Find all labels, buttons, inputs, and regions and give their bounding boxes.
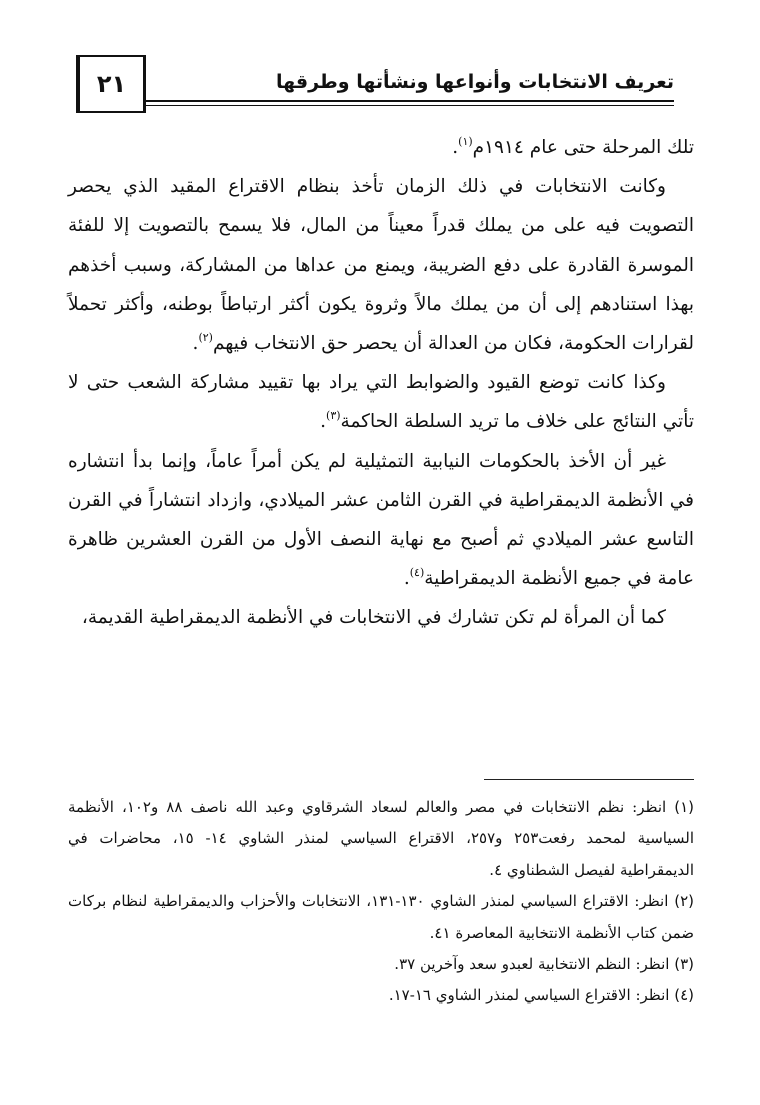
footnote-ref-1[interactable]: (١): [458, 135, 473, 148]
footnote-ref-3[interactable]: (٣): [326, 409, 341, 423]
footnote-4: (٤) انظر: الاقتراع السياسي لمنذر الشاوي ١٦-١٧.: [388, 986, 694, 1005]
paragraph-4: غير أن الأخذ بالحكومات النيابية التمثيلية لم يكن أمراً عاماً، وإنما بدأ انتشاره في الأنظمة الديمقراطية في القرن الثامن عشر الميلادي، وازداد انتشاراً في القرن التاسع عشر الميلادي ثم أصبح مع نهاية النصف الأول من القرن العشرين ظاهرة عامة في جميع الأنظمة الديمقراطية$^{(٤)}$.: [68, 450, 694, 590]
footnote-ref-4[interactable]: (٤): [409, 566, 425, 580]
footnotes: [68, 792, 694, 1012]
page-header: [76, 55, 674, 113]
header-rule-thick: [144, 100, 674, 102]
footnote-number: (٢): [674, 892, 694, 911]
paragraph-5: كما أن المرأة لم تكن تشارك في الانتخابات في الأنظمة الديمقراطية القديمة،: [81, 607, 666, 629]
footnote-3: (٣) انظر: النظم الانتخابية لعبدو سعد وآخرين ٣٧.: [394, 955, 694, 974]
footnote-separator: [484, 779, 694, 780]
footnote-number: (٤): [674, 986, 694, 1005]
footnote-number: (٣): [674, 955, 694, 974]
running-title: تعريف الانتخابات وأنواعها ونشأتها وطرقها: [275, 71, 674, 93]
footnote-2: (٢) انظر: الاقتراع السياسي لمنذر الشاوي ١٣٠-١٣١، الانتخابات والأحزاب والديمقراطية لنظام بركات ضمن كتاب الأنظمة الانتخابية المعاصرة ٤١.: [68, 892, 694, 942]
footnote-1: (١) انظر: نظم الانتخابات في مصر والعالم لسعاد الشرقاوي وعبد الله ناصف ٨٨ و١٠٢، الأنظمة السياسية لمحمد رفعت٢٥٣ و٢٥٧، الاقتراع السياسي لمنذر الشاوي ١٤- ١٥، محاضرات في الديمقراطية لفيصل الشطناوي ٤.: [68, 798, 695, 879]
header-rule-thin: [144, 105, 674, 106]
footnote-number: (١): [674, 798, 695, 816]
main-text: [68, 128, 694, 638]
paragraph-2: وكانت الانتخابات في ذلك الزمان تأخذ بنظام الاقتراع المقيد الذي يحصر التصويت فيه على من يملك قدراً معيناً من المال، فلا يسمح بالتصويت إلا للفئة الموسرة القادرة على دفع الضريبة، ويمنع من عداها من المشاركة، وسبب أخذهم بهذا استنادهم إلى أن من يملك مالاً وثروة يكون أكثر ارتباطاً بوطنه، وأكثر تحملاً لقرارات الحكومة، فكان من العدالة أن يحصر حق الانتخاب فيهم$^{(٢)}$.: [68, 176, 694, 355]
page-number-box: [76, 55, 146, 113]
page-number: ٢١: [96, 70, 127, 98]
paragraph-1: تلك المرحلة حتى عام ١٩١٤م$^{(١)}$.: [452, 135, 694, 158]
paragraph-3: وكذا كانت توضع القيود والضوابط التي يراد بها تقييد مشاركة الشعب حتى لا تأتي النتائج على خلاف ما تريد السلطة الحاكمة$^{(٣)}$.: [68, 372, 694, 433]
footnote-ref-2[interactable]: (٢): [198, 331, 213, 345]
